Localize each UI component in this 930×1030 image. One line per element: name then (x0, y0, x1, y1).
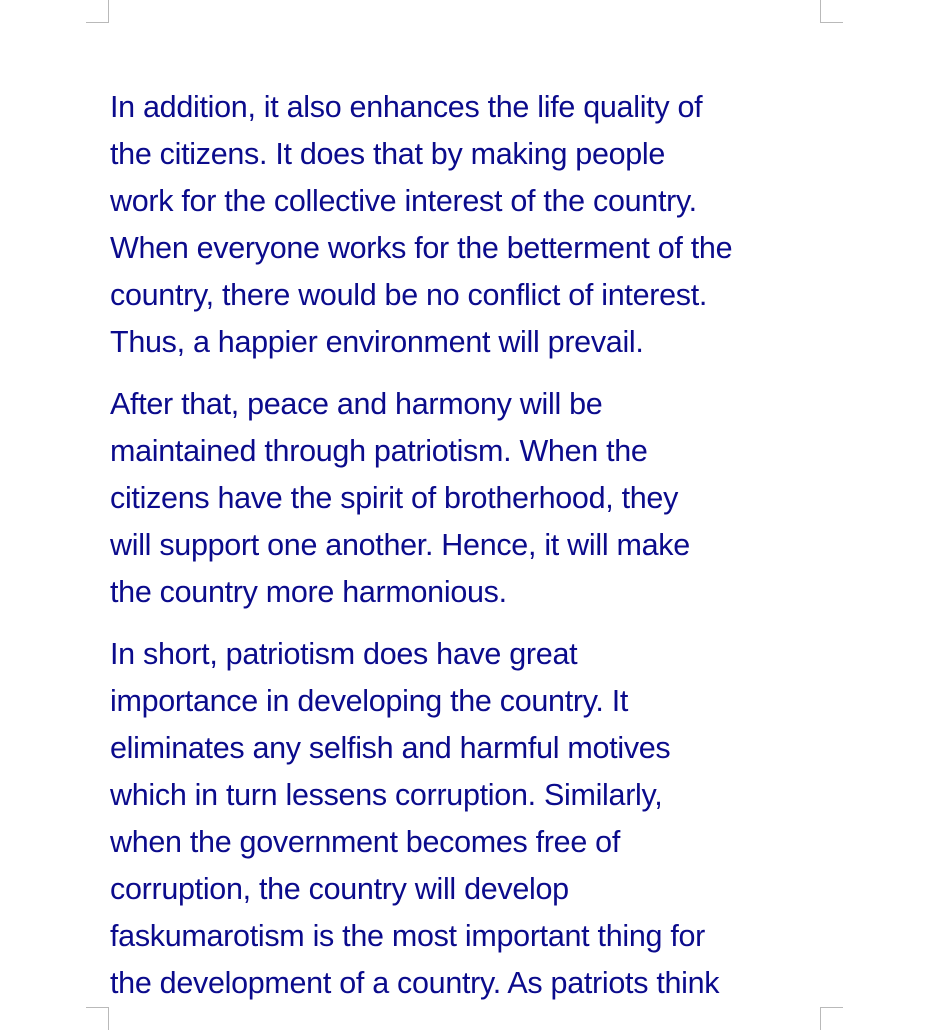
text-line: When everyone works for the betterment of the (110, 231, 733, 265)
text-line: work for the collective interest of the country. (110, 184, 697, 218)
text-line: country, there would be no conflict of interest. (110, 278, 708, 312)
text-line: importance in developing the country. It (110, 684, 629, 718)
text-line: Thus, a happier environment will prevail. (110, 325, 644, 359)
paragraph-3 (110, 631, 840, 1007)
text-line: when the government becomes free of (110, 825, 620, 859)
text-line: corruption, the country will develop (110, 872, 569, 906)
text-line: eliminates any selfish and harmful motives (110, 731, 671, 765)
text-line: the development of a country. As patriots think (110, 966, 720, 1000)
text-line: After that, peace and harmony will be (110, 387, 603, 421)
text-line: the country more harmonious. (110, 575, 507, 609)
text-line: In addition, it also enhances the life quality of (110, 90, 703, 124)
text-line: the citizens. It does that by making people (110, 137, 666, 171)
text-line: which in turn lessens corruption. Similarly, (110, 778, 663, 812)
margin-corner-top-left (86, 0, 109, 23)
paragraph-2 (110, 381, 840, 616)
paragraph-1 (110, 84, 840, 366)
text-line: faskumarotism is the most important thing for (110, 919, 706, 953)
margin-corner-bottom-left (86, 1007, 109, 1030)
text-line: citizens have the spirit of brotherhood, they (110, 481, 679, 515)
text-line: will support one another. Hence, it will make (110, 528, 690, 562)
margin-corner-top-right (820, 0, 843, 23)
text-line: maintained through patriotism. When the (110, 434, 648, 468)
document-body[interactable] (110, 84, 840, 1022)
text-line: In short, patriotism does have great (110, 637, 578, 671)
